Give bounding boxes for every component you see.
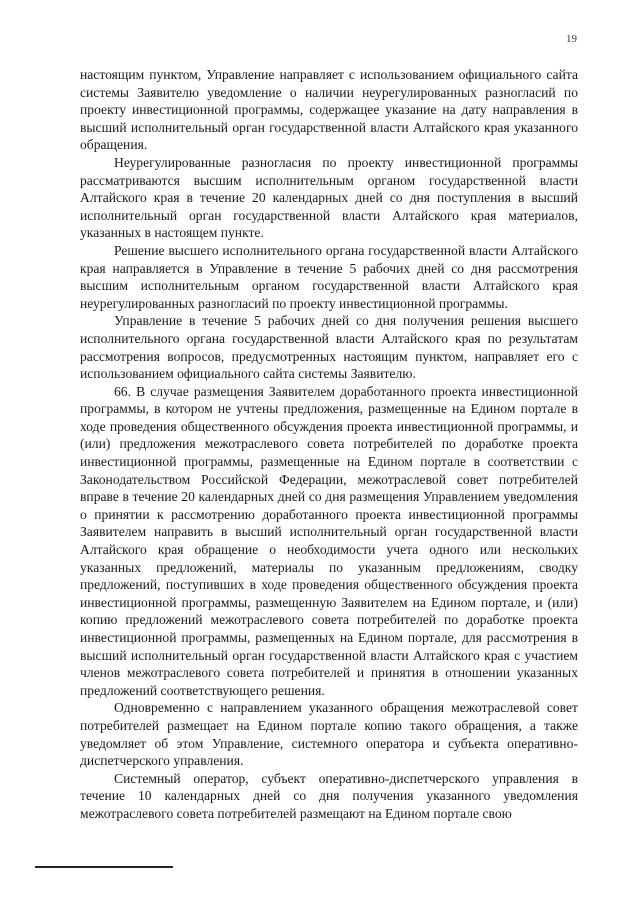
paragraph-2: Неурегулированные разногласия по проекту инвестиционной программы рассматриваются высшим исполнительным органом государственной власти Алтайского края в течение 20 календарных дней со дня поступления в высший исполнительный орган государственной власти Алтайского края материалов, указанных в настоящем пункте.	[80, 154, 578, 241]
footnote-separator	[35, 866, 173, 868]
paragraph-1: настоящим пунктом, Управление направляет с использованием официального сайта системы Заявителю уведомление о наличии неурегулированных разногласий по проекту инвестиционной программы, содержащее указание на дату направления в высший исполнительный орган государственной власти Алтайского края указанного обращения.	[80, 67, 578, 153]
paragraph-7: Системный оператор, субъект оперативно-диспетчерского управления в течение 10 календарных дней со дня получения указанного уведомления межотраслевого совета потребителей размещают на Едином портале свою	[80, 770, 578, 821]
paragraph-3: Решение высшего исполнительного органа государственной власти Алтайского края направляется в Управление в течение 5 рабочих дней со дня рассмотрения высшим исполнительным органом государственной власти Алтайского края неурегулированных разногласий по проекту инвестиционной программы.	[80, 242, 578, 311]
paragraph-5: 66. В случае размещения Заявителем доработанного проекта инвестиционной программы, в котором не учтены предложения, размещенные на Едином портале в ходе проведения общественного обсуждения проекта инвестиционной программы, и (или) предложения межотраслевого совета потребителей по доработке проекта инвестиционной программы, размещенные на Едином портале в соответствии с Законодательством Российской Федерации, межотраслевой совет потребителей вправе в течение 20 календарных дней со дня размещения Управлением уведомления о принятии к рассмотрению доработанного проекта инвестиционной программы Заявителем направить в высший исполнительный орган государственной власти Алтайского края обращение о необходимости учета одного или нескольких указанных предложений, материалы по указанным предложениям, сводку предложений, поступивших в ходе проведения общественного обсуждения проекта инвестиционной программы, размещенную Заявителем на Едином портале, и (или) копию предложений межотраслевого совета потребителей по доработке проекта инвестиционной программы, размещенных на Едином портале, для рассмотрения в высший исполнительный орган государственной власти Алтайского края с участием членов межотраслевого совета потребителей и принятия в отношении указанных предложений соответствующего решения.	[80, 383, 578, 698]
paragraph-6: Одновременно с направлением указанного обращения межотраслевой совет потребителей размещает на Едином портале копию такого обращения, а также уведомляет об этом Управление, системного оператора и субъекта оперативно-диспетчерского управления.	[80, 700, 578, 769]
document-body	[80, 66, 578, 823]
page-number: 19	[566, 33, 577, 45]
paragraph-4: Управление в течение 5 рабочих дней со дня получения решения высшего исполнительного органа государственной власти Алтайского края по результатам рассмотрения вопросов, предусмотренных настоящим пунктом, направляет его с использованием официального сайта системы Заявителю.	[80, 313, 578, 382]
